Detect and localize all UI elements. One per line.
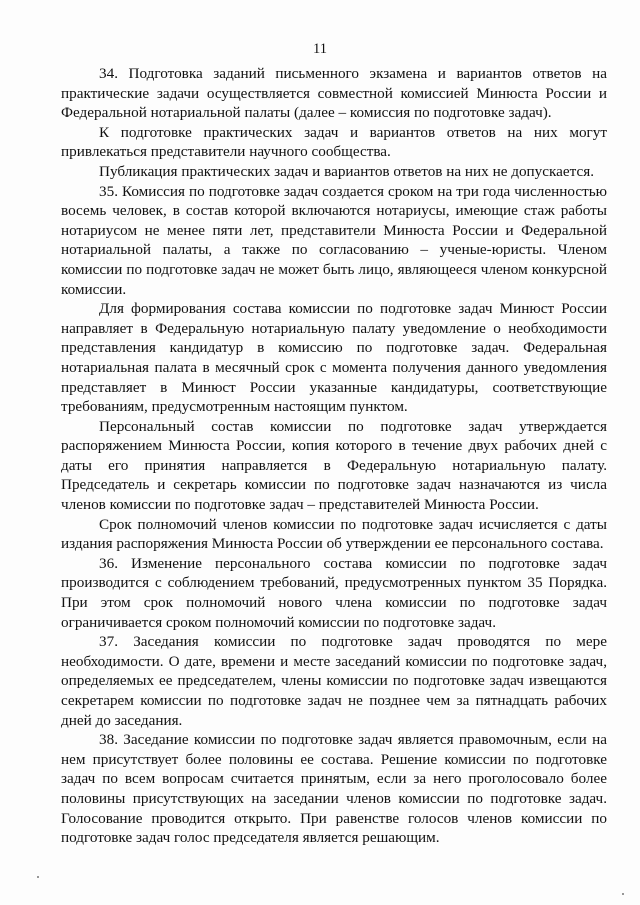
page-number: 11	[313, 41, 327, 57]
paragraph-34: 34. Подготовка заданий письменного экзамена и вариантов ответов на практические задачи осуществляется совместной комиссией Минюста России и Федеральной нотариальной палаты (далее – комиссия по подготовке задач).	[61, 65, 607, 122]
paragraph-37: 37. Заседания комиссии по подготовке задач проводятся по мере необходимости. О дате, времени и месте заседаний комиссии по подготовке задач, определяемых ее председателем, члены комиссии по подготовке задач извещаются секретарем комиссии по подготовке задач не позднее чем за пятнадцать рабочих дней до заседания.	[61, 633, 607, 729]
paragraph-35-part-3: Персональный состав комиссии по подготовке задач утверждается распоряжением Минюста России, копия которого в течение двух рабочих дней с даты его принятия направляется в Федеральную нотариальную палату. Председатель и секретарь комиссии по подготовке задач назначаются из числа членов комиссии по подготовке задач – представителей Минюста России.	[61, 417, 607, 514]
paragraph-35-part-2: Для формирования состава комиссии по подготовке задач Минюст России направляет в Федеральную нотариальную палату уведомление о необходимости представления кандидатур в комиссию по подготовке задач. Федеральная нотариальная палата в месячный срок с момента получения данного уведомления представляет в Минюст России указанные кандидатуры, соответствующие требованиям, предусмотренным настоящим пунктом.	[61, 300, 607, 416]
paragraph-34-part-2: К подготовке практических задач и вариантов ответов на них могут привлекаться представители научного сообщества.	[61, 123, 607, 161]
paragraph-34-part-3: Публикация практических задач и вариантов ответов на них не допускается.	[99, 162, 594, 180]
document-body	[61, 64, 607, 848]
scan-speck	[622, 893, 624, 895]
scan-speck	[37, 876, 39, 878]
paragraph-35: 35. Комиссия по подготовке задач создается сроком на три года численностью восемь человек, в состав которой включаются нотариусы, имеющие стаж работы нотариусом не менее пяти лет, представители Минюста России и Федеральной нотариальной палаты, а также по согласованию – ученые-юристы. Членом комиссии по подготовке задач не может быть лицо, являющееся членом конкурсной комиссии.	[61, 182, 607, 298]
paragraph-36: 36. Изменение персонального состава комиссии по подготовке задач производится с соблюдением требований, предусмотренных пунктом 35 Порядка. При этом срок полномочий нового члена комиссии по подготовке задач ограничивается сроком полномочий комиссии по подготовке задач.	[61, 554, 607, 631]
paragraph-35-part-4: Срок полномочий членов комиссии по подготовке задач исчисляется с даты издания распоряжения Минюста России об утверждении ее персонального состава.	[61, 515, 607, 553]
paragraph-38: 38. Заседание комиссии по подготовке задач является правомочным, если на нем присутствует более половины ее состава. Решение комиссии по подготовке задач по всем вопросам считается принятым, если за него проголосовало более половины присутствующих на заседании членов комиссии по подготовке задач. Голосование проводится открыто. При равенстве голосов членов комиссии по подготовке задач голос председателя является решающим.	[61, 731, 607, 847]
